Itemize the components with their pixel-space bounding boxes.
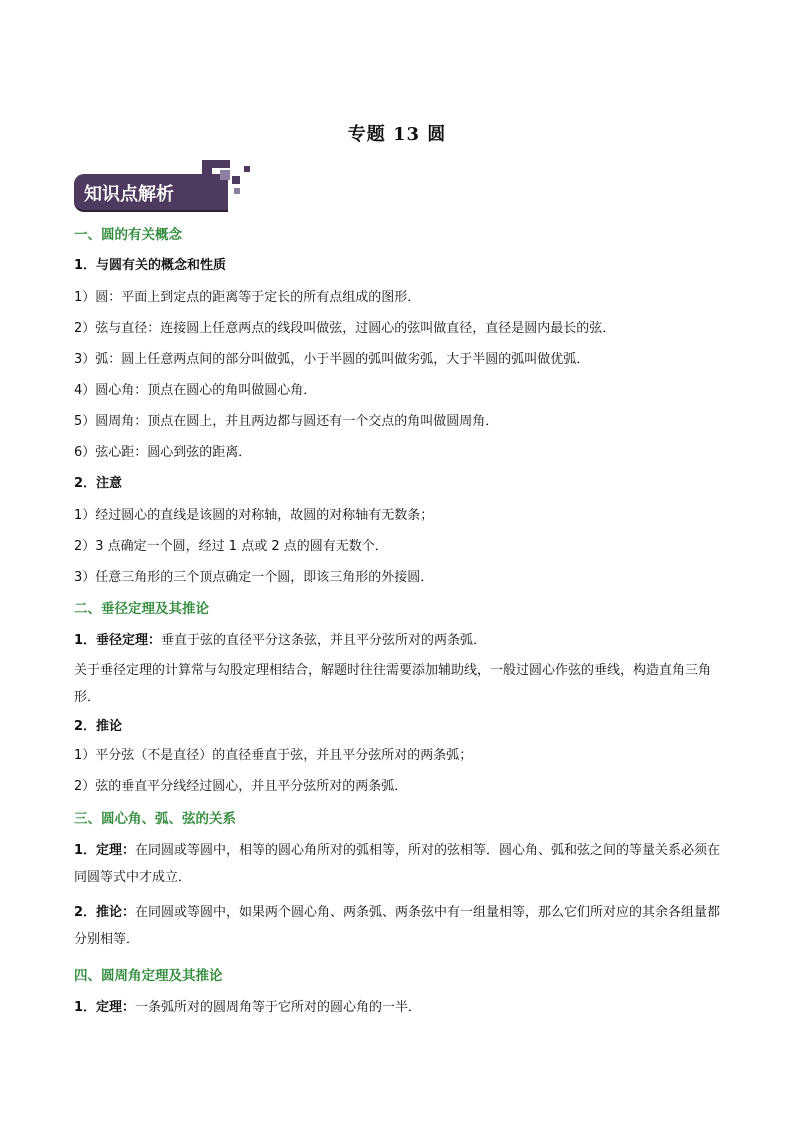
theorem-paragraph [74, 999, 421, 1017]
list-item: 2）弦与直径：连接圆上任意两点的线段叫做弦，过圆心的弦叫做直径，直径是圆内最长的弦． [74, 321, 616, 336]
list-item: 1）平分弦（不是直径）的直径垂直于弦，并且平分弦所对的两条弧； [74, 748, 473, 763]
banner-decoration [202, 160, 230, 168]
section-heading-4: 四、圆周角定理及其推论 [74, 968, 223, 984]
list-item: 2）弦的垂直平分线经过圆心，并且平分弦所对的两条弧． [74, 779, 408, 794]
page-title: 专题 13 圆 [347, 124, 447, 145]
paragraph: 关于垂径定理的计算常与勾股定理相结合，解题时往往需要添加辅助线，一般过圆心作弦的垂线，构造直角三角形． [74, 663, 712, 705]
subheading: 2．注意 [74, 476, 123, 491]
list-item: 1）经过圆心的直线是该圆的对称轴，故圆的对称轴有无数条； [74, 508, 434, 523]
section-banner [74, 160, 264, 214]
banner-decoration [232, 176, 240, 184]
list-item: 3）弧：圆上任意两点间的部分叫做弧，小于半圆的弧叫做劣弧，大于半圆的弧叫做优弧． [74, 352, 590, 367]
theorem-label: 1．垂径定理： [74, 633, 162, 648]
banner-decoration [244, 166, 250, 172]
theorem-text: 在同圆或等圆中，相等的圆心角所对的弧相等，所对的弦相等．圆心角、弧和弦之间的等量关系必须在同圆等式中才成立． [74, 843, 721, 885]
corollary-paragraph [74, 899, 724, 953]
banner-decoration [220, 170, 230, 180]
theorem-text: 一条弧所对的圆周角等于它所对的圆心角的一半． [135, 1000, 422, 1015]
list-item: 5）圆周角：顶点在圆上，并且两边都与圆还有一个交点的角叫做圆周角． [74, 414, 499, 429]
list-item: 3）任意三角形的三个顶点确定一个圆，即该三角形的外接圆． [74, 570, 434, 585]
section-heading-1: 一、圆的有关概念 [74, 227, 182, 243]
list-item: 6）弦心距：圆心到弦的距离． [74, 445, 252, 460]
corollary-label: 2．推论： [74, 905, 136, 920]
theorem-label: 1．定理： [74, 1000, 136, 1015]
theorem-paragraph [74, 632, 486, 650]
list-item: 1）圆：平面上到定点的距离等于定长的所有点组成的图形． [74, 290, 421, 305]
theorem-label: 1．定理： [74, 843, 136, 858]
banner-decoration [234, 188, 240, 194]
theorem-text: 垂直于弦的直径平分这条弦，并且平分弦所对的两条弧． [161, 633, 487, 648]
corollary-text: 在同圆或等圆中，如果两个圆心角、两条弧、两条弦中有一组量相等，那么它们所对应的其余各组量都分别相等． [74, 905, 721, 947]
list-item: 4）圆心角：顶点在圆心的角叫做圆心角． [74, 383, 317, 398]
banner-label: 知识点解析 [84, 184, 174, 205]
section-heading-3: 三、圆心角、弧、弦的关系 [74, 811, 236, 827]
section-heading-2: 二、垂径定理及其推论 [74, 601, 209, 617]
theorem-paragraph [74, 837, 724, 891]
subheading: 1．与圆有关的概念和性质 [74, 258, 227, 273]
subheading: 2．推论 [74, 719, 123, 734]
list-item: 2）3 点确定一个圆，经过 1 点或 2 点的圆有无数个． [74, 539, 388, 554]
